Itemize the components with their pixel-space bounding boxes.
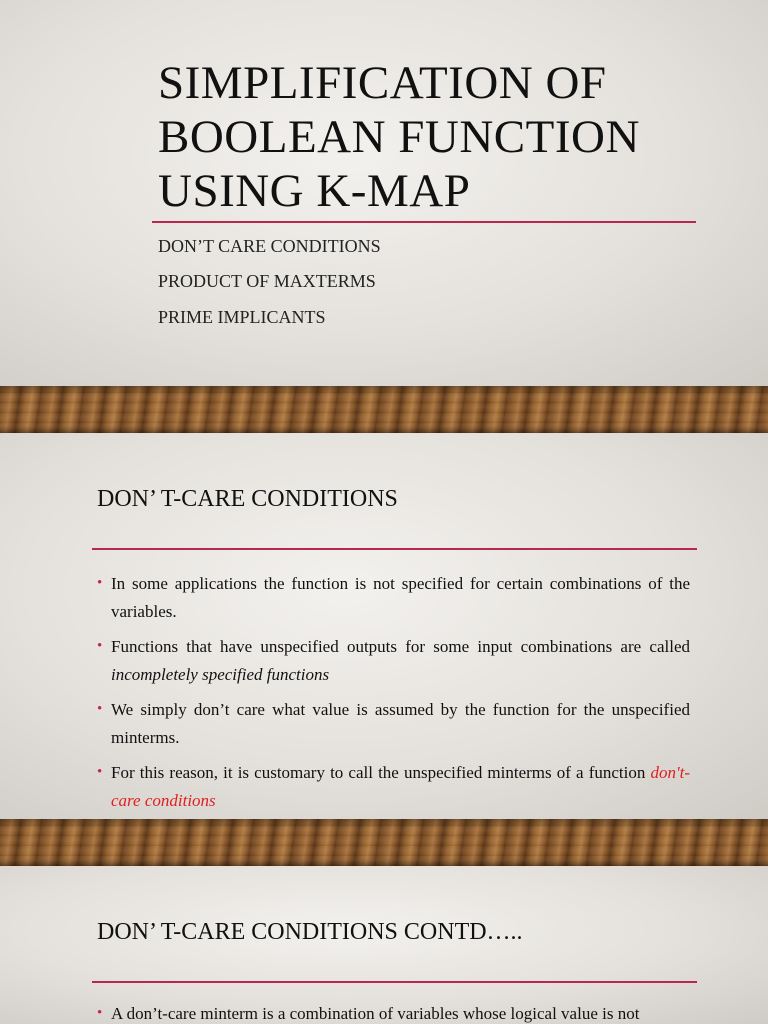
bullet-text: A don’t-care minterm is a combination of variables whose logical value is not <box>111 1004 640 1023</box>
list-item <box>97 1000 731 1024</box>
bullet-icon: • <box>97 1005 103 1021</box>
list-item <box>97 696 690 751</box>
title-divider <box>152 221 696 223</box>
subtitle-item-prime-implicants: PRIME IMPLICANTS <box>158 307 326 327</box>
slide-3-heading: DON’ T-CARE CONDITIONS CONTD….. <box>97 919 523 945</box>
bullet-list <box>97 570 690 822</box>
bullet-icon: • <box>97 638 103 654</box>
bullet-emphasis-red: don't-care conditions <box>111 763 690 810</box>
title-line-2: BOOLEAN FUNCTION <box>158 111 640 163</box>
wood-floor-divider <box>0 819 768 866</box>
bullet-icon: • <box>97 575 103 591</box>
bullet-text: For this reason, it is customary to call the unspecified minterms of a function <box>111 763 651 782</box>
list-item <box>97 759 690 814</box>
bullet-text: We simply don’t care what value is assumed by the function for the unspecified minterms. <box>111 700 690 747</box>
title-line-3: USING K-MAP <box>158 165 471 217</box>
list-item <box>97 633 690 688</box>
subtitle-item-maxterms: PRODUCT OF MAXTERMS <box>158 271 376 291</box>
bullet-text: Functions that have unspecified outputs for some input combinations are called <box>111 637 690 656</box>
title-line-1: SIMPLIFICATION OF <box>158 57 607 109</box>
heading-divider <box>92 981 697 983</box>
bullet-icon: • <box>97 764 103 780</box>
subtitle-item-dont-care: DON’T CARE CONDITIONS <box>158 236 381 256</box>
bullet-emphasis: incompletely specified functions <box>111 664 330 684</box>
heading-divider <box>92 548 697 550</box>
slide-2-heading: DON’ T-CARE CONDITIONS <box>97 486 398 512</box>
slide-1 <box>0 0 768 386</box>
slide-1-title <box>158 56 718 218</box>
bullet-icon: • <box>97 701 103 717</box>
list-item <box>97 570 690 625</box>
wood-floor-divider <box>0 386 768 433</box>
bullet-text: In some applications the function is not specified for certain combinations of the variables. <box>111 574 690 621</box>
